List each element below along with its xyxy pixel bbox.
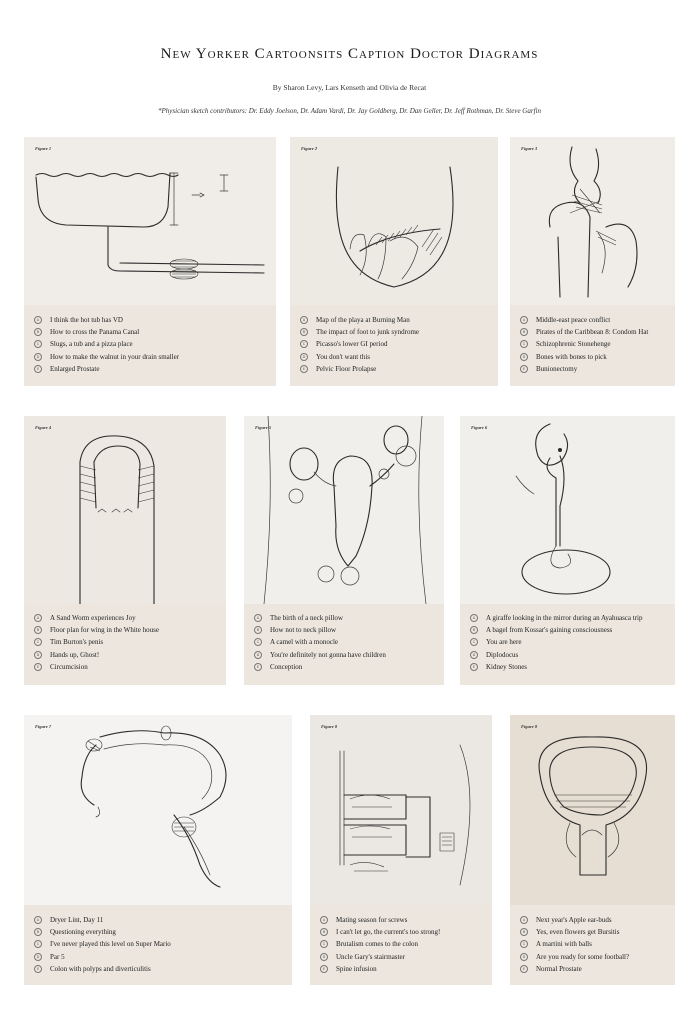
caption-option[interactable] (470, 661, 669, 673)
option-text: A martini with balls (536, 940, 592, 949)
option-text: Par 5 (50, 952, 65, 961)
figure-card-4 (24, 416, 226, 685)
option-text: Brutalism comes to the colon (336, 940, 419, 949)
caption-option[interactable] (34, 926, 286, 938)
option-text: Middle-east peace conflict (536, 316, 611, 325)
option-letter-a: A (520, 916, 528, 924)
figure-label: Figure 6 (471, 425, 488, 430)
figure-5-sketch (244, 416, 444, 604)
option-text: A camel with a monocle (270, 638, 339, 647)
option-text: How to cross the Panama Canal (50, 328, 140, 337)
option-letter-a: A (520, 316, 528, 324)
caption-option[interactable] (254, 636, 438, 648)
option-letter-d: D (34, 953, 42, 961)
contributors-note: *Physician sketch contributors: Dr. Eddy Joelson, Dr. Adam Vardi, Dr. Jay Goldberg, Dr. Dan Geller, Dr. Jeff Rothman, Dr. Steve Garfin (158, 107, 541, 115)
option-letter-a: A (34, 614, 42, 622)
option-letter-b: B (34, 626, 42, 634)
caption-option[interactable] (300, 363, 492, 375)
caption-options (34, 612, 220, 673)
conception-drawing (244, 416, 444, 604)
caption-option[interactable] (34, 612, 220, 624)
option-letter-b: B (254, 626, 262, 634)
option-letter-b: B (520, 328, 528, 336)
caption-option[interactable] (520, 326, 669, 338)
figure-label: Figure 2 (301, 146, 318, 151)
option-letter-a: A (320, 916, 328, 924)
figure-1-sketch (24, 137, 276, 305)
figure-card-7 (24, 715, 292, 985)
option-text: Tim Burton's penis (50, 638, 104, 647)
option-text: Bones with bones to pick (536, 352, 607, 361)
foot-bones-drawing (510, 137, 675, 305)
caption-option[interactable] (520, 938, 669, 950)
caption-option[interactable] (254, 612, 438, 624)
option-letter-e: E (300, 365, 308, 373)
caption-option[interactable] (34, 636, 220, 648)
option-letter-b: B (300, 328, 308, 336)
option-letter-a: A (34, 316, 42, 324)
figure-8-sketch (310, 715, 492, 905)
caption-option[interactable] (320, 951, 486, 963)
figure-label: Figure 8 (521, 724, 538, 729)
caption-option[interactable] (34, 649, 220, 661)
option-text: A bagel from Kossar's gaining consciousness (486, 626, 613, 635)
option-text: Pirates of the Caribbean 8: Condom Hat (536, 328, 649, 337)
caption-option[interactable] (470, 612, 669, 624)
option-letter-b: B (470, 626, 478, 634)
caption-option[interactable] (34, 326, 270, 338)
figure-2-sketch (290, 137, 498, 305)
caption-option[interactable] (300, 351, 492, 363)
option-text: A Sand Worm experiences Joy (50, 614, 136, 623)
caption-option[interactable] (520, 314, 669, 326)
option-text: Bunionectomy (536, 364, 578, 373)
option-letter-e: E (320, 965, 328, 973)
option-text: Mating season for screws (336, 916, 408, 925)
option-letter-d: D (34, 651, 42, 659)
caption-option[interactable] (254, 624, 438, 636)
option-letter-d: D (254, 651, 262, 659)
option-letter-d: D (520, 353, 528, 361)
option-letter-d: D (300, 353, 308, 361)
prostate-drawing (510, 715, 675, 905)
figure-label: Figure 8 (321, 724, 338, 729)
caption-option[interactable] (34, 351, 270, 363)
caption-option[interactable] (320, 926, 486, 938)
option-letter-e: E (34, 663, 42, 671)
caption-option[interactable] (470, 624, 669, 636)
option-letter-c: C (470, 638, 478, 646)
option-letter-c: C (320, 940, 328, 948)
option-letter-e: E (520, 965, 528, 973)
option-letter-c: C (254, 638, 262, 646)
figure-card-2 (290, 137, 498, 386)
caption-option[interactable] (34, 914, 286, 926)
caption-option[interactable] (34, 314, 270, 326)
caption-options (320, 914, 486, 975)
option-letter-c: C (520, 340, 528, 348)
figure-6-sketch (460, 416, 675, 604)
caption-option[interactable] (320, 938, 486, 950)
option-letter-e: E (34, 365, 42, 373)
spine-screws-drawing (310, 715, 492, 905)
circumcision-drawing (24, 416, 226, 604)
figure-label: Figure 1 (35, 146, 52, 151)
option-text: You don't want this (316, 352, 371, 361)
option-text: The birth of a neck pillow (270, 614, 343, 623)
option-text: Diplodocus (486, 650, 519, 659)
option-text: Schizophrenic Stonehenge (536, 340, 611, 349)
figure-card-8 (310, 715, 492, 985)
caption-options (34, 314, 270, 375)
figure-card-3 (510, 137, 675, 386)
caption-option[interactable] (520, 363, 669, 375)
figure-card-9 (510, 715, 675, 985)
option-text: You're definitely not gonna have children (270, 650, 386, 659)
option-letter-b: B (320, 928, 328, 936)
option-letter-c: C (34, 940, 42, 948)
caption-options (34, 914, 286, 975)
figure-label: Figure 7 (35, 724, 52, 729)
caption-option[interactable] (520, 951, 669, 963)
caption-option[interactable] (34, 951, 286, 963)
caption-options (520, 914, 669, 975)
caption-option[interactable] (254, 661, 438, 673)
figure-3-sketch (510, 137, 675, 305)
option-letter-c: C (34, 340, 42, 348)
figure-4-sketch (24, 416, 226, 604)
option-text: Map of the playa at Burning Man (316, 316, 410, 325)
caption-options (520, 314, 669, 375)
pelvic-floor-drawing (290, 137, 498, 305)
option-text: Yes, even flowers get Bursitis (536, 928, 620, 937)
option-text: I think the hot tub has VD (50, 316, 123, 325)
caption-option[interactable] (34, 963, 286, 975)
hot-tub-drain-drawing (24, 137, 276, 305)
caption-option[interactable] (300, 326, 492, 338)
option-text: Questioning everything (50, 928, 116, 937)
option-text: Circumcision (50, 662, 88, 671)
option-text: Floor plan for wing in the White house (50, 626, 159, 635)
caption-options (254, 612, 438, 673)
option-letter-e: E (34, 965, 42, 973)
figure-card-5 (244, 416, 444, 685)
option-letter-c: C (300, 340, 308, 348)
option-text: I've never played this level on Super Mario (50, 940, 171, 949)
option-text: Colon with polyps and diverticulitis (50, 964, 151, 973)
option-text: Pelvic Floor Prolapse (316, 364, 377, 373)
caption-option[interactable] (254, 649, 438, 661)
option-letter-d: D (34, 353, 42, 361)
caption-option[interactable] (470, 636, 669, 648)
figure-7-sketch (24, 715, 292, 905)
caption-option[interactable] (470, 649, 669, 661)
caption-option[interactable] (520, 914, 669, 926)
figure-card-1 (24, 137, 276, 386)
option-text: Uncle Gary's stairmaster (336, 952, 405, 961)
figure-card-6 (460, 416, 675, 685)
caption-option[interactable] (34, 338, 270, 350)
colon-drawing (24, 715, 292, 905)
option-text: Enlarged Prostate (50, 364, 100, 373)
option-text: Kidney Stones (486, 662, 528, 671)
caption-option[interactable] (320, 963, 486, 975)
option-text: I can't let go, the current's too strong! (336, 928, 441, 937)
option-letter-e: E (254, 663, 262, 671)
page-title: New Yorker Cartoonsits Caption Doctor Diagrams (160, 46, 539, 62)
option-letter-e: E (520, 365, 528, 373)
option-text: Slugs, a tub and a pizza place (50, 340, 133, 349)
caption-option[interactable] (34, 624, 220, 636)
option-text: Spine infusion (336, 964, 377, 973)
option-text: The impact of foot to junk syndrome (316, 328, 420, 337)
caption-option[interactable] (320, 914, 486, 926)
option-letter-a: A (34, 916, 42, 924)
byline: By Sharon Levy, Lars Kenseth and Olivia de Recat (272, 83, 427, 92)
caption-option[interactable] (520, 926, 669, 938)
caption-options (470, 612, 669, 673)
option-letter-e: E (470, 663, 478, 671)
kidney-stones-drawing (460, 416, 675, 604)
figure-label: Figure 5 (255, 425, 272, 430)
option-text: How to make the walnut in your drain smaller (50, 352, 180, 361)
caption-options (300, 314, 492, 375)
figure-label: Figure 4 (35, 425, 52, 430)
option-text: How not to neck pillow (270, 626, 337, 635)
option-text: You are here (486, 638, 522, 647)
option-letter-a: A (470, 614, 478, 622)
option-letter-a: A (254, 614, 262, 622)
option-text: Normal Prostate (536, 964, 582, 973)
option-letter-d: D (470, 651, 478, 659)
option-text: Conception (270, 662, 303, 671)
caption-option[interactable] (34, 938, 286, 950)
option-letter-b: B (34, 928, 42, 936)
caption-option[interactable] (520, 963, 669, 975)
option-letter-c: C (520, 940, 528, 948)
option-text: Next year's Apple ear-buds (536, 916, 612, 925)
option-letter-b: B (34, 328, 42, 336)
option-letter-c: C (34, 638, 42, 646)
figure-label: Figure 3 (521, 146, 538, 151)
caption-option[interactable] (520, 338, 669, 350)
option-text: Are you ready for some football? (536, 952, 630, 961)
option-letter-a: A (300, 316, 308, 324)
option-letter-d: D (320, 953, 328, 961)
option-letter-d: D (520, 953, 528, 961)
option-text: A giraffe looking in the mirror during an Ayahuasca trip (486, 614, 643, 623)
caption-option[interactable] (520, 351, 669, 363)
figure-9-sketch (510, 715, 675, 905)
option-letter-b: B (520, 928, 528, 936)
option-text: Hands up, Ghost! (50, 650, 100, 659)
caption-option[interactable] (34, 661, 220, 673)
option-text: Dryer Lint, Day 11 (50, 916, 104, 925)
option-text: Picasso's lower GI period (316, 340, 388, 349)
caption-option[interactable] (300, 314, 492, 326)
caption-option[interactable] (300, 338, 492, 350)
caption-option[interactable] (34, 363, 270, 375)
